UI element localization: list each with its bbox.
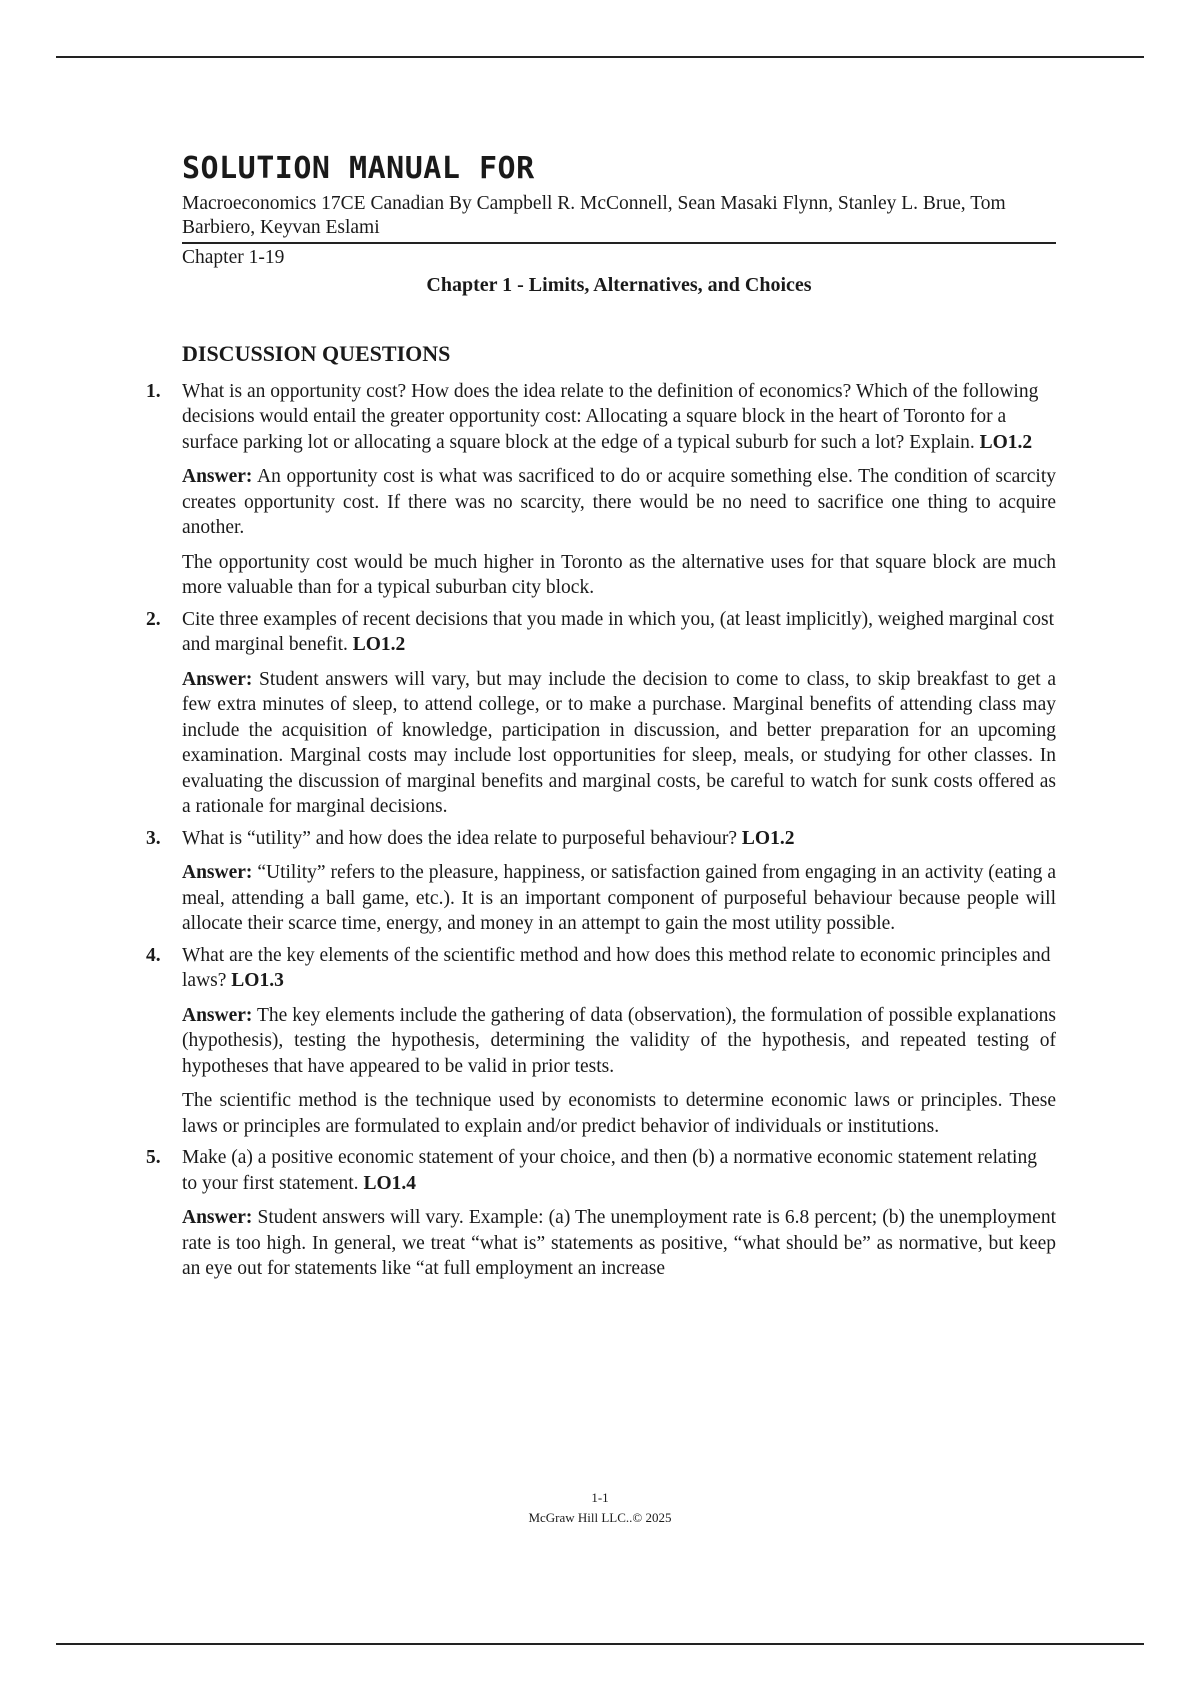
answer-label: Answer:: [182, 668, 253, 690]
question-text: Cite three examples of recent decisions that you made in which you, (at least implicitly), weighed marginal cost and marginal benefit. LO1.2: [182, 608, 1055, 655]
document-title: SOLUTION MANUAL FOR: [182, 151, 535, 186]
answer-label: Answer:: [182, 1004, 253, 1026]
answer: Answer: “Utility” refers to the pleasure, happiness, or satisfaction gained from engaging in an activity (eating a meal, attending a ball game, etc.). It is an important component of purposeful behaviour because people will allocate their scarce time, energy, and money in an attempt to gain the most utility possible.: [182, 862, 1057, 934]
section-title: DISCUSSION QUESTIONS: [182, 340, 451, 366]
learning-objective: LO1.3: [231, 970, 284, 991]
question-number: 2.: [146, 608, 161, 630]
answer: Answer: An opportunity cost is what was sacrificed to do or acquire something else. The condition of scarcity creates opportunity cost. If there was no scarcity, there would be no need to sacrifice one thing to acquire another.: [182, 466, 1056, 538]
question-1: [146, 379, 1056, 601]
question-5: [146, 1145, 1056, 1282]
book-subtitle: Macroeconomics 17CE Canadian By Campbell R. McConnell, Sean Masaki Flynn, Stanley L. Brue, Tom Barbiero, Keyvan Eslami: [182, 192, 1056, 244]
answer-paragraph: The opportunity cost would be much higher in Toronto as the alternative uses for that square block are much more valuable than for a typical suburban city block.: [182, 551, 1056, 598]
learning-objective: LO1.2: [979, 431, 1033, 453]
learning-objective: LO1.2: [352, 634, 406, 655]
answer-label: Answer:: [182, 1207, 253, 1228]
answer: Answer: The key elements include the gathering of data (observation), the formulation of possible explanations (hypothesis), testing the hypothesis, determining the validity of the hypothesis, and repeated testing of hypotheses that have appeared to be valid in prior tests.: [182, 1004, 1056, 1077]
question-text: Make (a) a positive economic statement of your choice, and then (b) a normative economic statement relating to your first statement. LO1.4: [182, 1147, 1037, 1194]
chapter-range: Chapter 1-19: [182, 246, 285, 268]
answer: Answer: Student answers will vary, but may include the decision to come to class, to skip breakfast to get a few extra minutes of sleep, to attend college, or to make a purchase. Marginal benefits of attending class may include the acquisition of knowledge, participation in discussion, and better preparation for an upcoming examination. Marginal costs may include lost opportunities for sleep, meals, or studying for other classes. In evaluating the discussion of marginal benefits and marginal costs, be careful to watch for sunk costs offered as a rationale for marginal decisions.: [182, 668, 1056, 817]
page-number: 1-1: [591, 1490, 609, 1505]
question-text: What is “utility” and how does the idea relate to purposeful behaviour? LO1.2: [182, 827, 795, 849]
chapter-heading: Chapter 1 - Limits, Alternatives, and Choices: [426, 273, 812, 296]
learning-objective: LO1.2: [741, 827, 795, 849]
document-page: [146, 150, 1057, 1288]
question-number: 4.: [146, 944, 161, 966]
answer-paragraph: The scientific method is the technique used by economists to determine economic laws or principles. These laws or principles are formulated to explain and/or predict behavior of individuals or institutions.: [182, 1090, 1056, 1137]
question-text: What is an opportunity cost? How does the idea relate to the definition of economics? Which of the following decisions would entail the greater opportunity cost: Allocating a square block in the heart of Toronto for a surface parking lot or allocating a square block at the edge of a typical suburb for such a lot? Explain. LO1.2: [182, 380, 1039, 453]
question-number: 1.: [146, 380, 161, 402]
answer-label: Answer:: [182, 466, 253, 487]
copyright-notice: McGraw Hill LLC..© 2025: [528, 1510, 672, 1525]
question-4: [146, 943, 1056, 1140]
question-number: 5.: [146, 1147, 161, 1168]
question-number: 3.: [146, 827, 161, 849]
top-rule: [56, 56, 1144, 58]
bottom-rule: [56, 1643, 1144, 1645]
question-3: [146, 826, 1057, 937]
answer-label: Answer:: [182, 862, 253, 883]
question-2: [146, 607, 1056, 820]
question-text: What are the key elements of the scientific method and how does this method relate to economic principles and laws? LO1.3: [182, 944, 1051, 991]
page-footer: [0, 1488, 1200, 1528]
answer: Answer: Student answers will vary. Example: (a) The unemployment rate is 6.8 percent; (b) the unemployment rate is too high. In general, we treat “what is” statements as positive, “what should be” as normative, but keep an eye out for statements like “at full employment an increase: [182, 1207, 1056, 1279]
learning-objective: LO1.4: [363, 1172, 416, 1194]
